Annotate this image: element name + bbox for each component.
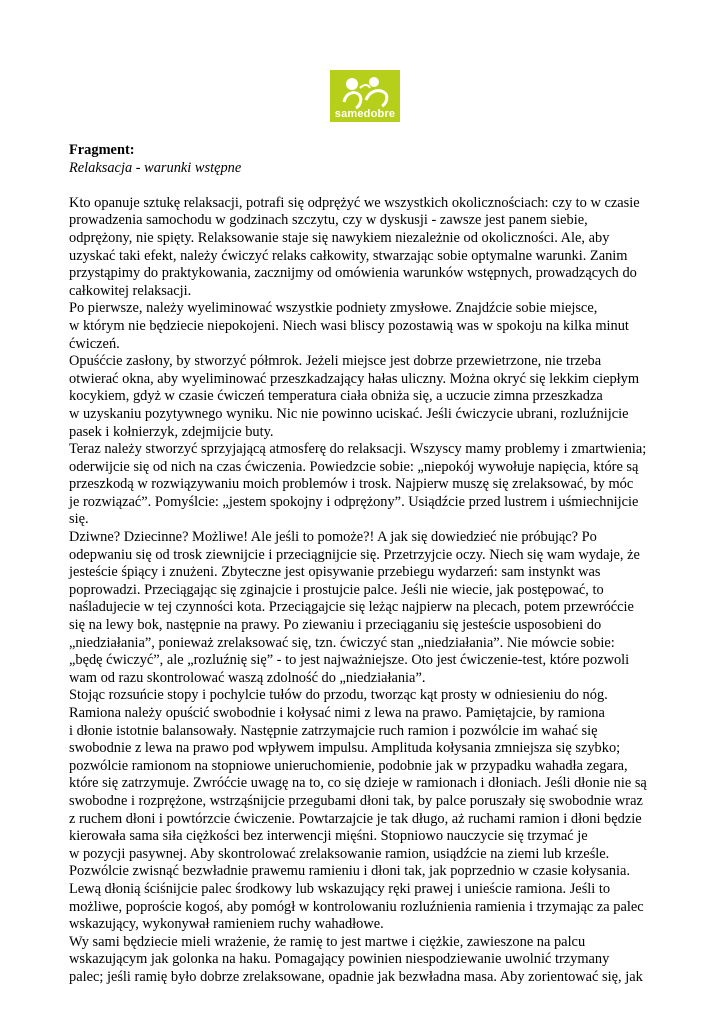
- text-line: możliwe, poproście kogoś, aby pomógł w kontrolowaniu rozluźnienia ramienia i trzymając za palec: [69, 898, 644, 915]
- text-line: wam od razu skontrolować waszą zdolność do „niedziałania”.: [69, 669, 426, 686]
- document-body: [69, 142, 665, 987]
- text-line: całkowitej relaksacji.: [69, 282, 192, 299]
- text-line: Dziwne? Dziecinne? Możliwe! Ale jeśli to pomoże?! A jak się dowiedzieć nie próbując? Po: [69, 529, 597, 546]
- text-line: przystąpimy do praktykowania, zacznijmy od omówienia warunków wstępnych, prowadzących do: [69, 265, 637, 282]
- text-line: Lewą dłonią ściśnijcie palec środkowy lub wskazujący ręki prawej i unieście ramiona. Jeśli to: [69, 880, 611, 897]
- text-line: Opuśćcie zasłony, by stworzyć półmrok. Jeżeli miejsce jest dobrze przewietrzone, nie trzeba: [69, 353, 602, 370]
- text-line: swobodnie z lewa na prawo pod wpływem impulsu. Amplituda kołysania zmniejsza się szybko;: [69, 740, 621, 757]
- text-line: Po pierwsze, należy wyeliminować wszystkie podniety zmysłowe. Znajdźcie sobie miejsce,: [69, 300, 598, 317]
- text-line: kocykiem, gdyż w czasie ćwiczeń temperatura ciała obniża się, a uczucie zimna przeszkadza: [69, 388, 603, 405]
- text-line: w uzyskaniu pozytywnego wyniku. Nic nie powinno uciskać. Jeśli ćwiczycie ubrani, rozluźnijcie: [69, 405, 629, 422]
- text-line: odерwaniu się od trosk ziewnijcie i przeciągnijcie się. Przetrzyjcie oczy. Niech się wam wydaje, że: [69, 546, 640, 563]
- text-line: które się zatrzymuje. Zwróćcie uwagę na to, co się dzieje w ramionach i dłoniach. Jeśli dłonie nie są: [69, 775, 647, 792]
- fragment-heading: Fragment:: [69, 142, 135, 158]
- text-line: otwierać okna, aby wyeliminować przeszkadzający hałas uliczny. Można okryć się lekkim ciepłym: [69, 370, 640, 387]
- text-line: Kto opanuje sztukę relaksacji, potrafi się odprężyć we wszystkich okolicznościach: czy to w czasie: [69, 194, 640, 211]
- text-line: Wy sami będziecie mieli wrażenie, że ramię to jest martwe i ciężkie, zawieszone na palcu: [69, 933, 586, 950]
- text-line: prowadzenia samochodu w godzinach szczytu, czy w dyskusji - zawsze jest panem siebie,: [69, 212, 588, 229]
- text-line: swobodne i rozprężone, wstrząśnijcie przegubami dłoni tak, by palce poruszały się swobodnie wraz: [69, 792, 643, 809]
- figures-icon: [330, 70, 400, 110]
- text-line: i dłonie istotnie balansowały. Następnie zatrzymajcie ruch ramion i pozwólcie im wahać się: [69, 722, 598, 739]
- text-line: Teraz należy stworzyć sprzyjającą atmosferę do relaksacji. Wszyscy mamy problemy i zmartwienia;: [69, 441, 647, 458]
- text-line: „niedziałania”, ponieważ zrelaksować się, tzn. ćwiczyć stan „niedziałania”. Nie mówcie sobie:: [69, 634, 615, 651]
- text-line: Ramiona należy opuścić swobodnie i kołysać nimi z lewa na prawo. Pamiętajcie, by ramiona: [69, 705, 605, 721]
- text-line: naśladujecie w tej czynności kota. Przeciągajcie się leżąc najpierw na plecach, potem przewróćcie: [69, 599, 634, 616]
- text-line: się.: [69, 511, 89, 528]
- text-line: z ruchem dłoni i powtórzcie ćwiczenie. Powtarzajcie je tak długo, aż ruchami ramion i dłoni będzie: [69, 810, 642, 827]
- text-line: w pozycji pasywnej. Aby skontrolować zrelaksowanie ramion, usiądźcie na ziemi lub krześle.: [69, 845, 610, 862]
- fragment-subtitle: Relaksacja - warunki wstępne: [69, 159, 242, 176]
- logo-text: samedobre: [334, 108, 396, 120]
- text-line: „będę ćwiczyć”, ale „rozluźnię się” - to jest najważniejsze. Oto jest ćwiczenie-test, które pozwoli: [69, 652, 630, 669]
- text-line: odprężony, nie spięty. Relaksowanie staje się nawykiem niezależnie od okoliczności. Ale, aby: [69, 229, 610, 246]
- text-line: pasek i kołnierzyk, zdejmijcie buty.: [69, 423, 274, 440]
- text-line: Pozwólcie zwisnąć bezwładnie prawemu ramieniu i dłoni tak, jak poprzednio w czasie kołysania.: [69, 863, 631, 880]
- text-line: jesteście śpiący i znużeni. Zbyteczne jest opisywanie przebiegu wydarzeń: sam instynkt was: [69, 564, 601, 581]
- text-line: Stojąc rozsuńcie stopy i pochylcie tułów do przodu, tworząc kąt prosty w odniesieniu do nóg.: [69, 687, 608, 704]
- text-line: wskazujący, wykonywał ramieniem ruchy wahadłowe.: [69, 916, 384, 933]
- text-lines: [69, 195, 665, 987]
- text-line: w którym nie będziecie niepokojeni. Niech wasi bliscy pozostawią was w spokoju na kilka minut: [69, 317, 629, 334]
- text-line: kierowała sama siła ciężkości bez interwencji mięśni. Stopniowo nauczycie się trzymać je: [69, 828, 588, 845]
- text-line: uzyskać taki efekt, należy ćwiczyć relaks całkowity, stwarzając sobie optymalne warunki. Zanim: [69, 247, 628, 264]
- text-line: je rozwiązać”. Pomyślcie: „jestem spokojny i odprężony”. Usiądźcie przed lustrem i uśmiechnijcie: [69, 493, 639, 510]
- text-line: przeszkodą w rozwiązywaniu moich problemów i trosk. Najpierw muszę się zrelaksować, by móc: [69, 476, 634, 493]
- text-line: ćwiczeń.: [69, 335, 120, 352]
- text-line: się na lewy bok, następnie na prawy. Po ziewaniu i przeciąganiu się jesteście usposobieni do: [69, 617, 602, 634]
- text-line: pozwólcie ramionom na stopniowe unieruchomienie, podobnie jak w przypadku wahadła zegara,: [69, 757, 628, 774]
- text-line: palec; jeśli ramię było dobrze zrelaksowane, opadnie jak bezwładna masa. Aby zorientować się, jak: [69, 968, 643, 985]
- samedobre-logo: [330, 70, 400, 122]
- text-line: poprowadzi. Przeciągając się zginajcie i prostujcie palce. Jeśli nie wiecie, jak postępować, to: [69, 581, 604, 598]
- text-line: wskazującym jak golonka na haku. Pomagający powinien niespodziewanie uwolnić trzymany: [69, 951, 610, 968]
- text-line: oderwijcie się od nich na czas ćwiczenia. Powiedzcie sobie: „niepokój wywołuje napięcia, które są: [69, 458, 639, 475]
